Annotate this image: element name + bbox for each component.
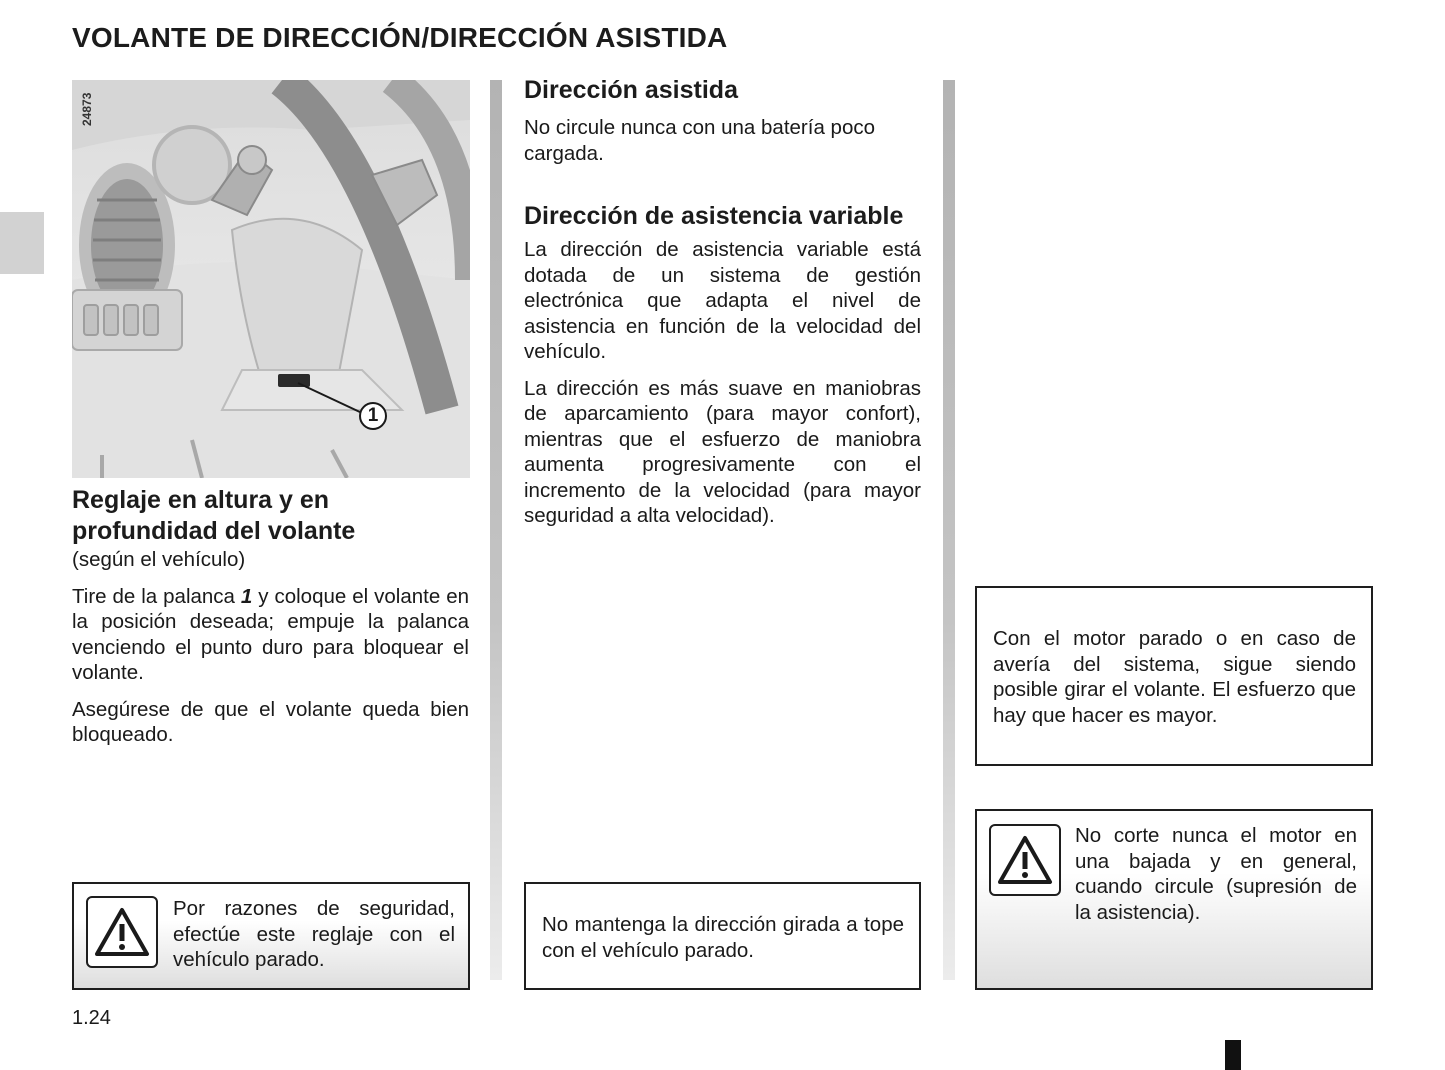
steering-column-photo xyxy=(72,80,470,478)
steering-lock-note-text: No mantenga la dirección girada a tope con el vehículo parado. xyxy=(542,913,904,962)
lever-reference: 1 xyxy=(240,584,253,608)
engine-off-warning-text: No corte nunca el motor en una bajada y en general, cuando circule (supresión de la asistencia). xyxy=(1075,824,1357,924)
adjustment-paragraph xyxy=(72,584,469,686)
lock-check-paragraph: Asegúrese de que el volante queda bien bloqueado. xyxy=(72,697,469,746)
steering-column-illustration xyxy=(72,80,470,478)
callout-number: 1 xyxy=(367,405,379,426)
chapter-tab xyxy=(0,212,44,274)
heading-variable-assist: Dirección de asistencia variable xyxy=(524,202,904,230)
battery-paragraph: No circule nunca con una batería poco cargada. xyxy=(524,116,876,165)
safety-warning-box xyxy=(72,882,470,990)
safety-warning-text: Por razones de seguridad, efectúe este reglaje con el vehículo parado. xyxy=(173,897,455,971)
section-heading-adjustment: Reglaje en altura y en profundidad del volante xyxy=(72,486,356,545)
engine-stopped-note-text: Con el motor parado o en caso de avería del sistema, sigue siendo posible girar el volante. El esfuerzo que hay que hacer es mayor. xyxy=(993,627,1356,727)
column-divider-right xyxy=(943,80,955,980)
engine-off-warning-box xyxy=(975,809,1373,990)
left-column xyxy=(72,485,469,748)
page-edge-mark xyxy=(1225,1040,1241,1070)
page-number: 1.24 xyxy=(72,1007,111,1029)
figure-code: 24873 xyxy=(80,92,94,126)
callout-1 xyxy=(359,402,387,430)
column-divider-left xyxy=(490,80,502,980)
middle-column xyxy=(524,75,921,529)
adjustment-text-end: y coloque el volante en la posición deseada; empuje la palanca venciendo el punto duro para bloquear el volante. xyxy=(72,584,469,684)
page-title: VOLANTE DE DIRECCIÓN/DIRECCIÓN ASISTIDA xyxy=(72,22,728,53)
engine-stopped-note-box xyxy=(975,586,1373,766)
warning-triangle-icon xyxy=(989,824,1061,896)
variable-assist-paragraph: La dirección de asistencia variable está dotada de un sistema de gestión electrónica que adapta el nivel de asistencia en función de la velocidad del vehículo. xyxy=(524,238,921,363)
maneuver-paragraph: La dirección es más suave en maniobras de aparcamiento (para mayor confort), mientras que el esfuerzo de maniobra aumenta progresivamente con el incremento de la velocidad (para mayor seguridad a alta velocidad). xyxy=(524,376,921,527)
section-subheading: (según el vehículo) xyxy=(72,548,246,571)
heading-power-steering: Dirección asistida xyxy=(524,76,738,104)
adjustment-text-start: Tire de la palanca xyxy=(72,584,241,608)
steering-lock-note-box xyxy=(524,882,921,990)
warning-triangle-icon xyxy=(86,896,158,968)
